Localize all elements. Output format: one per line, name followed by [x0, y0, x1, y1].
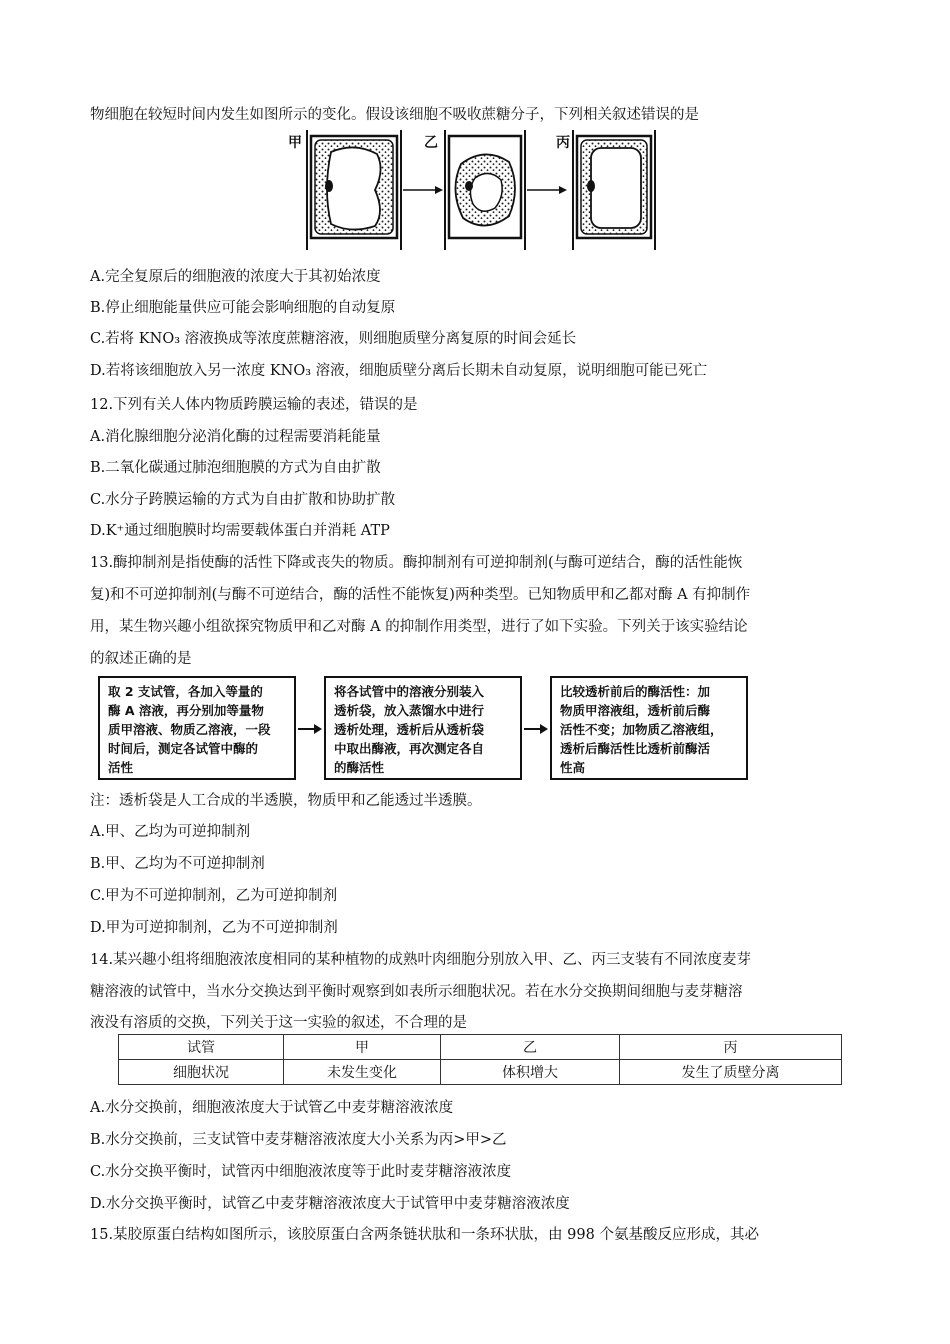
cell-yi	[445, 130, 525, 250]
table-cell: 未发生变化	[284, 1060, 441, 1085]
figure-label-jia: 甲	[288, 135, 302, 151]
q12-option-a: A.消化腺细胞分泌消化酶的过程需要消耗能量	[90, 429, 381, 445]
q13-stem-line-4: 的叙述正确的是	[90, 651, 192, 667]
figure-label-bing: 丙	[556, 135, 570, 151]
observation-table	[118, 1034, 842, 1085]
cell-jia	[307, 130, 401, 250]
table-cell: 体积增大	[441, 1060, 620, 1085]
q13-note: 注：透析袋是人工合成的半透膜，物质甲和乙能透过半透膜。	[90, 793, 482, 809]
table-cell: 细胞状况	[119, 1060, 284, 1085]
q11-stem: 物细胞在较短时间内发生如图所示的变化。假设该细胞不吸收蔗糖分子，下列相关叙述错误的是	[90, 107, 699, 123]
q12-stem: 12.下列有关人体内物质跨膜运输的表述，错误的是	[90, 397, 418, 413]
q13-stem-line-3: 用，某生物兴趣小组欲探究物质甲和乙对酶 A 的抑制作用类型，进行了如下实验。下列关于该实验结论	[90, 619, 748, 635]
q13-option-b: B.甲、乙均为不可逆抑制剂	[90, 856, 265, 872]
q11-option-d: D.若将该细胞放入另一浓度 KNO₃ 溶液，细胞质壁分离后长期未自动复原，说明细胞可能已死亡	[90, 363, 708, 379]
table-header-cell: 丙	[620, 1035, 842, 1060]
flow-step-1: 取 2 支试管，各加入等量的 酶 A 溶液，再分别加等量物 质甲溶液、物质乙溶液，一段 时间后，测定各试管中酶的 活性	[98, 676, 296, 780]
q15-stem: 15.某胶原蛋白结构如图所示，该胶原蛋白含两条链状肽和一条环状肽，由 998 个氨基酸反应形成，其必	[90, 1227, 759, 1243]
q14-stem-line-3: 液没有溶质的交换，下列关于这一实验的叙述，不合理的是	[90, 1015, 467, 1031]
table-cell: 发生了质壁分离	[620, 1060, 842, 1085]
q11-option-c: C.若将 KNO₃ 溶液换成等浓度蔗糖溶液，则细胞质壁分离复原的时间会延长	[90, 331, 577, 347]
q13-option-d: D.甲为可逆抑制剂，乙为不可逆抑制剂	[90, 920, 338, 936]
flow-step-3: 比较透析前后的酶活性：加 物质甲溶液组，透析前后酶 活性不变；加物质乙溶液组， 透析后酶活性比透析前酶活 性高	[550, 676, 748, 780]
q14-option-d: D.水分交换平衡时，试管乙中麦芽糖溶液浓度大于试管甲中麦芽糖溶液浓度	[90, 1196, 570, 1212]
q14-stem-line-1: 14.某兴趣小组将细胞液浓度相同的某种植物的成熟叶肉细胞分别放入甲、乙、丙三支装有不同浓度麦芽	[90, 952, 752, 968]
q11-option-b: B.停止细胞能量供应可能会影响细胞的自动复原	[90, 300, 396, 316]
q14-option-b: B.水分交换前，三支试管中麦芽糖溶液浓度大小关系为丙>甲>乙	[90, 1132, 507, 1148]
table-header-cell: 试管	[119, 1035, 284, 1060]
flow-arrow-2	[524, 728, 546, 730]
q13-stem-line-2: 复)和不可逆抑制剂(与酶不可逆结合，酶的活性不能恢复)两种类型。已知物质甲和乙都对酶 A 有抑制作	[90, 587, 751, 603]
table-header-cell: 乙	[441, 1035, 620, 1060]
q12-option-d: D.K⁺通过细胞膜时均需要载体蛋白并消耗 ATP	[90, 523, 390, 539]
flow-arrow-1	[298, 728, 320, 730]
table-header-cell: 甲	[284, 1035, 441, 1060]
q14-option-c: C.水分交换平衡时，试管丙中细胞液浓度等于此时麦芽糖溶液浓度	[90, 1164, 512, 1180]
q12-option-c: C.水分子跨膜运输的方式为自由扩散和协助扩散	[90, 492, 396, 508]
table-row	[119, 1060, 842, 1085]
q13-option-a: A.甲、乙均为可逆抑制剂	[90, 824, 251, 840]
cell-bing	[573, 130, 655, 250]
q13-stem-line-1: 13.酶抑制剂是指使酶的活性下降或丧失的物质。酶抑制剂有可逆抑制剂(与酶可逆结合，酶的活性能恢	[90, 555, 743, 571]
q14-stem-line-2: 糖溶液的试管中，当水分交换达到平衡时观察到如表所示细胞状况。若在水分交换期间细胞与麦芽糖溶	[90, 984, 743, 1000]
q14-option-a: A.水分交换前，细胞液浓度大于试管乙中麦芽糖溶液浓度	[90, 1100, 454, 1116]
cell-figure	[285, 130, 665, 250]
q13-option-c: C.甲为不可逆抑制剂，乙为可逆抑制剂	[90, 888, 338, 904]
figure-label-yi: 乙	[424, 135, 438, 151]
table-header-row	[119, 1035, 842, 1060]
q12-option-b: B.二氧化碳通过肺泡细胞膜的方式为自由扩散	[90, 460, 381, 476]
q11-option-a: A.完全复原后的细胞液的浓度大于其初始浓度	[90, 269, 381, 285]
flow-step-2: 将各试管中的溶液分别装入 透析袋，放入蒸馏水中进行 透析处理，透析后从透析袋 中取出酶液，再次测定各自 的酶活性	[324, 676, 522, 780]
